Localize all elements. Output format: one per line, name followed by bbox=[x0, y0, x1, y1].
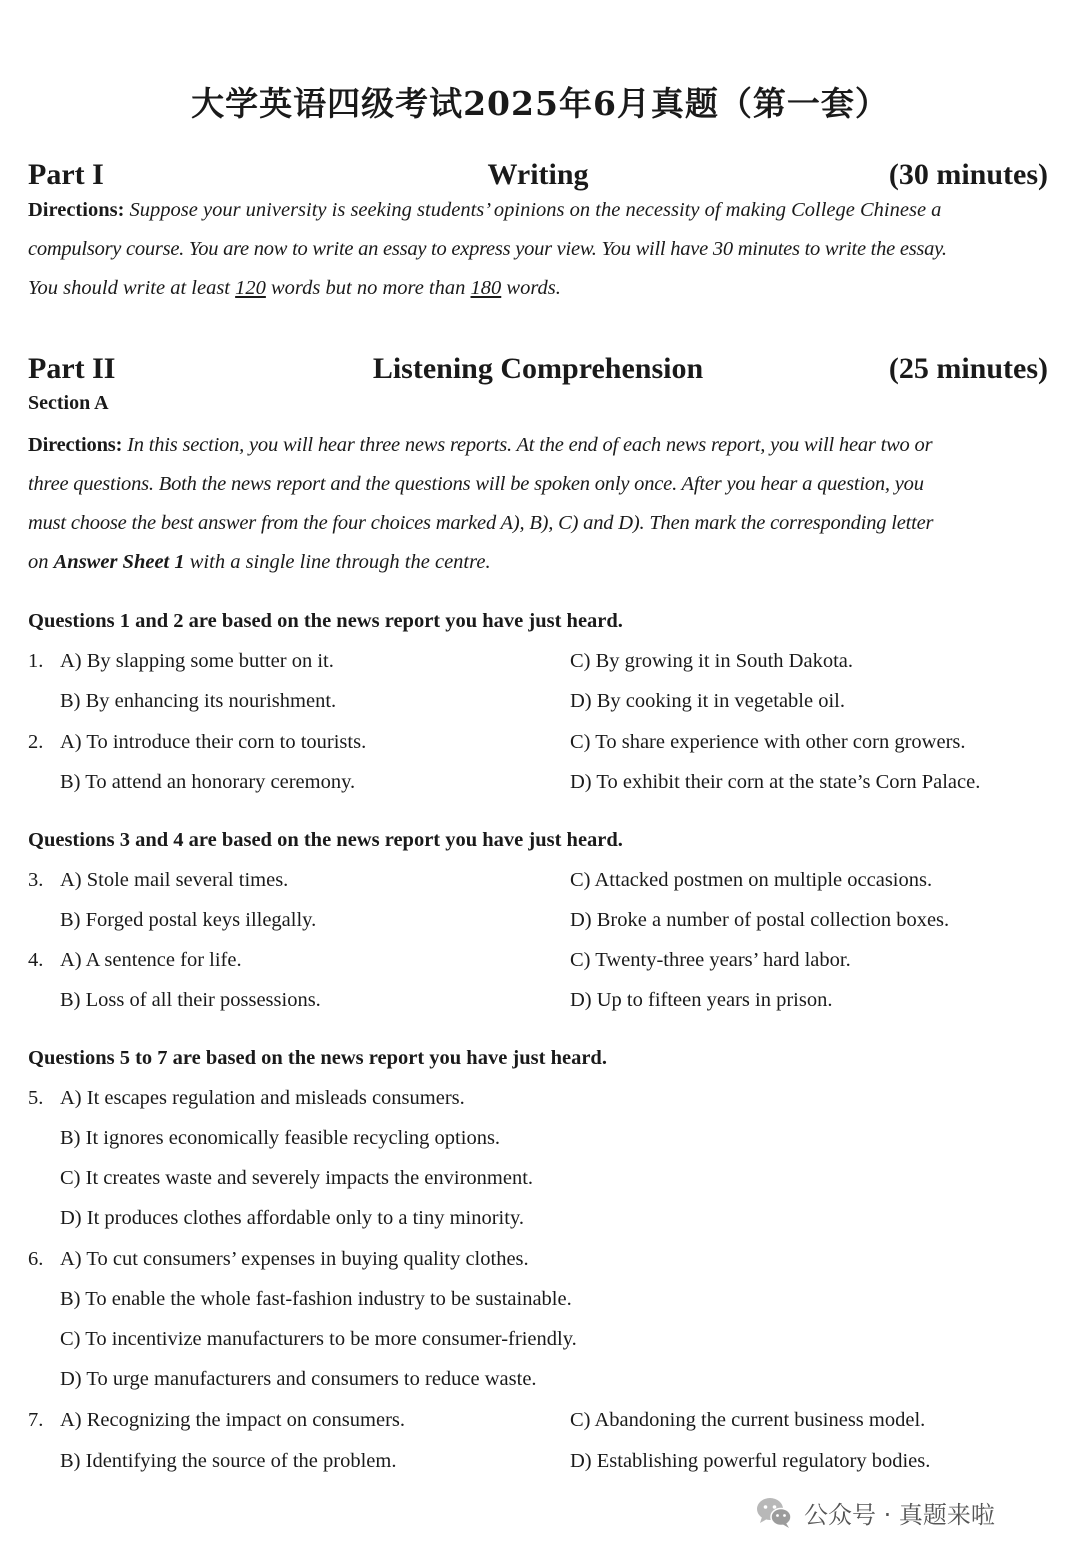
option-a: A) Stole mail several times. bbox=[60, 869, 289, 891]
watermark bbox=[754, 1490, 995, 1534]
option-c: C) Abandoning the current business model. bbox=[570, 1409, 926, 1431]
option-a: A) A sentence for life. bbox=[60, 949, 242, 971]
question-row bbox=[0, 1207, 1080, 1239]
option-a: A) It escapes regulation and misleads consumers. bbox=[60, 1087, 465, 1109]
option-c: C) Attacked postmen on multiple occasions. bbox=[570, 869, 933, 891]
option-d: D) Broke a number of postal collection boxes. bbox=[570, 909, 950, 931]
section-label: Section A bbox=[28, 392, 109, 414]
option-c: C) To incentivize manufacturers to be more consumer-friendly. bbox=[60, 1328, 577, 1350]
question-group-heading: Questions 3 and 4 are based on the news report you have just heard. bbox=[28, 829, 623, 851]
option-a: A) By slapping some butter on it. bbox=[60, 650, 334, 672]
option-b: B) To enable the whole fast-fashion industry to be sustainable. bbox=[60, 1288, 572, 1310]
question-row bbox=[0, 1288, 1080, 1320]
part1-label: Part I bbox=[28, 158, 104, 191]
answer-sheet-label: Answer Sheet 1 bbox=[53, 551, 185, 573]
directions-label: Directions: bbox=[28, 434, 123, 456]
part2-directions bbox=[28, 426, 1046, 582]
question-number: 5. bbox=[28, 1087, 44, 1109]
question-row bbox=[0, 690, 1080, 722]
question-row bbox=[0, 949, 1080, 981]
question-row bbox=[0, 1368, 1080, 1400]
option-d: D) To exhibit their corn at the state’s Corn Palace. bbox=[570, 771, 981, 793]
question-number: 1. bbox=[28, 650, 44, 672]
option-d: D) Establishing powerful regulatory bodies. bbox=[570, 1450, 931, 1472]
option-c: C) By growing it in South Dakota. bbox=[570, 650, 854, 672]
option-b: B) By enhancing its nourishment. bbox=[60, 690, 337, 712]
watermark-text: 公众号 · 真题来啦 bbox=[804, 1500, 995, 1529]
wechat-icon bbox=[754, 1492, 794, 1532]
question-number: 6. bbox=[28, 1248, 44, 1270]
part2-directions-line: on Answer Sheet 1 with a single line through the centre. bbox=[28, 551, 491, 573]
question-row bbox=[0, 650, 1080, 682]
question-number: 4. bbox=[28, 949, 44, 971]
option-a: A) Recognizing the impact on consumers. bbox=[60, 1409, 405, 1431]
question-row bbox=[0, 731, 1080, 763]
option-b: B) Loss of all their possessions. bbox=[60, 989, 321, 1011]
page-title: 大学英语四级考试2025年6月真题（第一套） bbox=[191, 84, 889, 123]
question-number: 7. bbox=[28, 1409, 44, 1431]
question-row bbox=[0, 869, 1080, 901]
part1-name: Writing bbox=[487, 158, 589, 191]
option-c: C) Twenty-three years’ hard labor. bbox=[570, 949, 851, 971]
option-d: D) By cooking it in vegetable oil. bbox=[570, 690, 845, 712]
option-b: B) Forged postal keys illegally. bbox=[60, 909, 317, 931]
min-words: 120 bbox=[235, 277, 266, 299]
part1-directions-line: You should write at least 120 words but no more than 180 words. bbox=[28, 277, 561, 299]
part2-header bbox=[28, 352, 1048, 392]
part1-directions bbox=[28, 191, 1046, 308]
question-row bbox=[0, 1328, 1080, 1360]
option-a: A) To introduce their corn to tourists. bbox=[60, 731, 367, 753]
option-d: D) To urge manufacturers and consumers to reduce waste. bbox=[60, 1368, 537, 1390]
question-row bbox=[0, 1167, 1080, 1199]
question-row bbox=[0, 771, 1080, 803]
directions-label: Directions: bbox=[28, 199, 125, 221]
question-row bbox=[0, 1087, 1080, 1119]
part2-label: Part II bbox=[28, 352, 116, 385]
question-row bbox=[0, 909, 1080, 941]
question-row bbox=[0, 1248, 1080, 1280]
question-number: 2. bbox=[28, 731, 44, 753]
question-row bbox=[0, 1450, 1080, 1482]
part1-directions-line: compulsory course. You are now to write an essay to express your view. You will have 30 minutes to write the essay. bbox=[28, 238, 947, 260]
option-d: D) Up to fifteen years in prison. bbox=[570, 989, 833, 1011]
option-b: B) Identifying the source of the problem. bbox=[60, 1450, 397, 1472]
question-row bbox=[0, 1127, 1080, 1159]
question-row bbox=[0, 989, 1080, 1021]
part2-directions-line: must choose the best answer from the four choices marked A), B), C) and D). Then mark the corresponding letter bbox=[28, 512, 934, 534]
option-b: B) It ignores economically feasible recycling options. bbox=[60, 1127, 501, 1149]
part1-time: (30 minutes) bbox=[888, 158, 1048, 191]
part2-name: Listening Comprehension bbox=[372, 352, 704, 385]
option-a: A) To cut consumers’ expenses in buying quality clothes. bbox=[60, 1248, 529, 1270]
option-d: D) It produces clothes affordable only to a tiny minority. bbox=[60, 1207, 524, 1229]
part2-directions-line: three questions. Both the news report and the questions will be spoken only once. After you hear a question, you bbox=[28, 473, 924, 495]
part2-time: (25 minutes) bbox=[888, 352, 1048, 385]
part1-directions-line: Directions: Suppose your university is seeking students’ opinions on the necessity of making College Chinese a bbox=[28, 199, 942, 221]
question-row bbox=[0, 1409, 1080, 1441]
question-group-heading: Questions 5 to 7 are based on the news report you have just heard. bbox=[28, 1047, 607, 1069]
max-words: 180 bbox=[470, 277, 502, 299]
question-group-heading: Questions 1 and 2 are based on the news report you have just heard. bbox=[28, 610, 623, 632]
part2-directions-line: Directions: In this section, you will hear three news reports. At the end of each news report, you will hear two or bbox=[28, 434, 933, 456]
option-b: B) To attend an honorary ceremony. bbox=[60, 771, 356, 793]
option-c: C) To share experience with other corn growers. bbox=[570, 731, 966, 753]
question-number: 3. bbox=[28, 869, 44, 891]
option-c: C) It creates waste and severely impacts the environment. bbox=[60, 1167, 534, 1189]
